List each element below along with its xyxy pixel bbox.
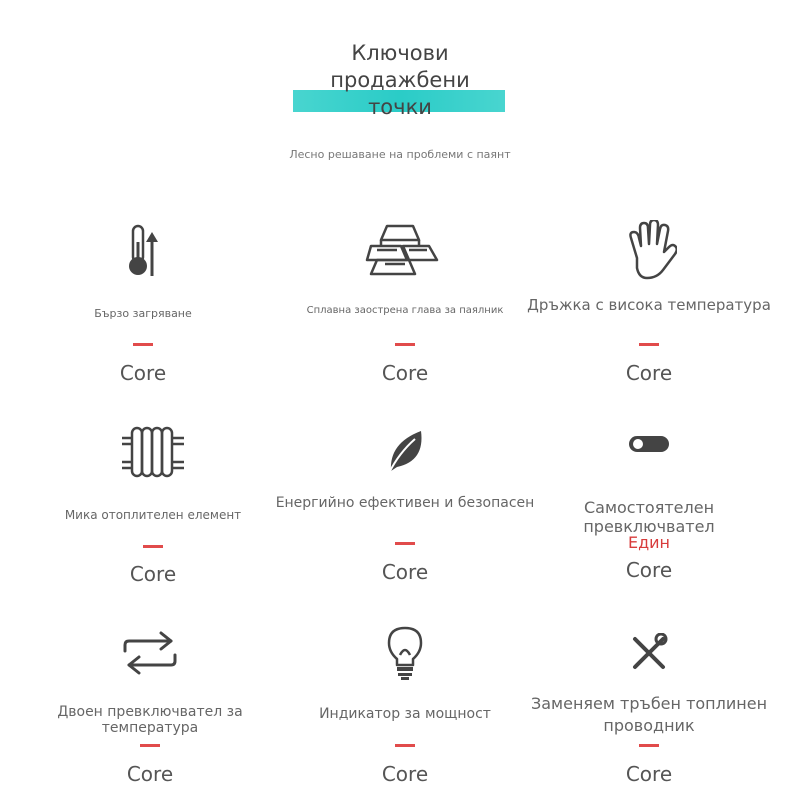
feature-extra-label: Един (627, 533, 671, 552)
feature-label: Мика отоплителен елемент (64, 508, 242, 522)
accent-dash (143, 545, 163, 548)
thermometer-icon (10, 220, 276, 280)
toggle-switch-icon (516, 436, 782, 452)
feature-label: Двоен превключвател за температура (57, 704, 243, 736)
feature-card-dual-temperature (17, 625, 283, 800)
page-subtitle: Лесно решаване на проблеми с паянт (289, 148, 511, 161)
feature-card-energy-efficient (272, 422, 538, 602)
feature-card-replaceable-conductor (516, 625, 782, 800)
accent-dash (395, 343, 415, 346)
accent-dash (395, 542, 415, 545)
feature-label: Самостоятелен превключвател (583, 498, 715, 536)
feature-card-fast-heating (10, 215, 276, 395)
radiator-icon (20, 424, 286, 480)
accent-dash (395, 744, 415, 747)
feature-card-alloy-tip (272, 215, 538, 395)
feature-label: Индикатор за мощност (319, 706, 491, 722)
feature-card-mica-heating (20, 422, 286, 602)
gold-bars-icon (272, 220, 538, 280)
feature-value: Core (625, 558, 673, 582)
feature-value: Core (119, 361, 167, 385)
feature-card-heat-resistant-handle (516, 215, 782, 395)
feature-label: Заменяем тръбен топлинен проводник (530, 694, 768, 735)
feature-card-power-indicator (272, 625, 538, 800)
feature-value: Core (625, 762, 673, 786)
leaf-icon (272, 427, 538, 475)
feature-value: Core (129, 562, 177, 586)
accent-dash (639, 343, 659, 346)
header (0, 0, 800, 180)
feature-card-independent-switch (516, 422, 782, 602)
accent-dash (133, 343, 153, 346)
feature-label: Енергийно ефективен и безопасен (275, 495, 535, 511)
feature-label: Бързо загряване (94, 307, 192, 320)
light-bulb-icon (272, 625, 538, 681)
swap-arrows-icon (17, 627, 283, 679)
page-title: Ключови продажбени точки (330, 41, 470, 119)
feature-value: Core (381, 762, 429, 786)
crossed-tools-icon (516, 633, 782, 673)
accent-dash (639, 744, 659, 747)
hand-icon (516, 220, 782, 280)
feature-label: Дръжка с висока температура (527, 296, 771, 314)
feature-value: Core (625, 361, 673, 385)
feature-value: Core (381, 361, 429, 385)
accent-dash (140, 744, 160, 747)
feature-value: Core (381, 560, 429, 584)
feature-label: Сплавна заострена глава за паялник (306, 305, 504, 316)
feature-value: Core (126, 762, 174, 786)
